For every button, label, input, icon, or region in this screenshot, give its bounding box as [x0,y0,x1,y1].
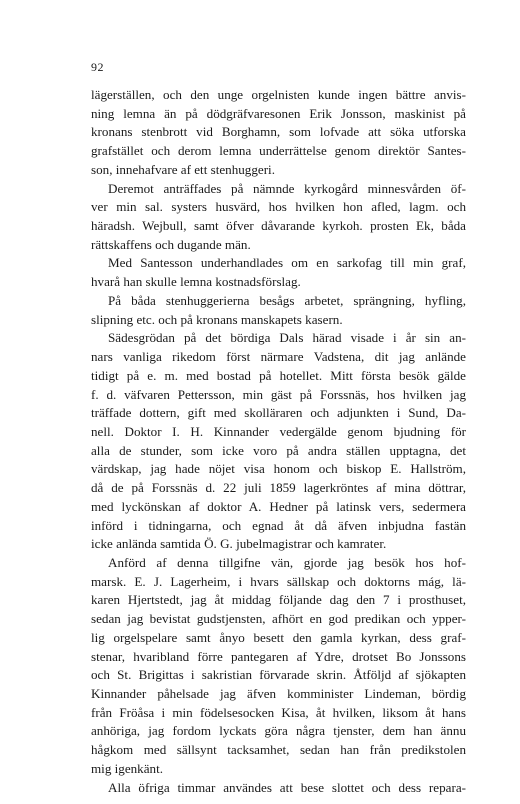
text-line: häradsh. Wejbull, samt öfver dåvarande kyrkoh. prosten Ek, båda [91,218,466,234]
text-line: hvarå han skulle lemna kostnadsförslag. [91,274,301,290]
text-line: marsk. E. J. Lagerheim, i hvars sällskap och doktorns mág, lä- [91,573,466,589]
text-line: f. d. väfvaren Pettersson, min gäst på Forssnäs, hos hvilken jag [91,386,466,402]
text-line: mig igenkänt. [91,760,164,776]
text-line: hågkom med sällsynt tacksamhet, sedan han från predikstolen [91,742,466,758]
text-line: ver min sal. systers husvärd, hos hvilken hon afled, lagm. och [91,199,466,215]
text-line: Anförd af denna tillgifne vän, gjorde jag besök hos hof- [108,554,466,570]
text-line: sedan jag bevistat gudstjensten, afhört en god predikan och ypper- [91,611,466,627]
text-line: icke anlända samtida Ö. G. jubelmagistrar och kamrater. [91,536,387,552]
text-line: då de på Forssnäs d. 22 juli 1859 lagerkröntes af mina döttrar, [91,480,466,496]
text-line: med lyckönskan af doktor A. Hedner på latinsk vers, sedermera [91,498,466,514]
text-line: nell. Doktor I. H. Kinnander vedergälde genom bjudning för [91,423,466,439]
text-line: lägerställen, och den unge orgelnisten kunde ingen bättre anvis- [91,87,466,102]
text-line: stenar, hvaribland förre pantegaren af Ydre, drotset Bo Jonssons [91,648,466,664]
text-line: ning lemna än på dödgräfvaresonen Erik Jonsson, maskinist på [91,105,466,121]
text-line: träffade dottern, gift med skolläraren och adjunkten i Sund, Da- [91,405,466,421]
text-line: tidigt på e. m. med bostad på hotellet. Mitt första besök gälde [91,367,466,383]
text-line: slipning etc. och på kronans manskapets kasern. [91,311,343,327]
text-line: alla de stunder, som icke voro på andra ställen upptagna, det [91,442,466,458]
text-line: Kinnander påhelsade jag äfven komminister Lindeman, bördig [91,686,466,701]
text-line: Sädesgrödan på det bördiga Dals härad visade i år sin an- [108,330,466,346]
text-line: rättskaffens och dugande män. [91,236,251,252]
page-number: 92 [91,60,104,74]
text-line: värdskap, jag hade nöjet visa honom och biskop E. Hallström, [91,461,466,477]
text-line: nars vanliga rikedom först närmare Vadstena, dit jag anlände [91,349,466,365]
text-line: På båda stenhuggerierna besågs arbetet, sprängning, hyfling, [108,292,466,308]
text-line: anhöriga, jag fordom lyckats göra några tjenster, dem han ännu [91,723,466,739]
text-line: grafstället och derom lemna underrättelse genom direktör Santes- [91,143,466,159]
text-line: och St. Brigittas i sakristian förvarade skrin. Åtföljd af sjökapten [91,667,466,683]
text-line: Med Santesson underhandlades om en sarkofag till min graf, [108,255,466,271]
text-line: lig orgelspelare samt ånyo besett den gamla kyrkan, dess graf- [91,629,466,645]
body-text [91,86,466,797]
text-line: införd i tidningarna, och egnad åt då äfven inbjudna fastän [91,517,466,533]
text-line: Deremot anträffades på nämnde kyrkogård minnesvården öf- [108,180,466,196]
text-line: Alla öfriga timmar användes att bese slottet och dess repara- [108,779,466,795]
text-line: från Fröåsa i min födelsesocken Kisa, åt hvilken, liksom åt hans [91,704,466,720]
text-line: karen Hjertstedt, jag åt middag följande dag den 7 i prosthuset, [91,592,466,608]
text-line: kronans stenbrott vid Borghamn, som lofvade att söka utforska [91,124,466,140]
text-line: son, innehafvare af ett stenhuggeri. [91,161,275,177]
